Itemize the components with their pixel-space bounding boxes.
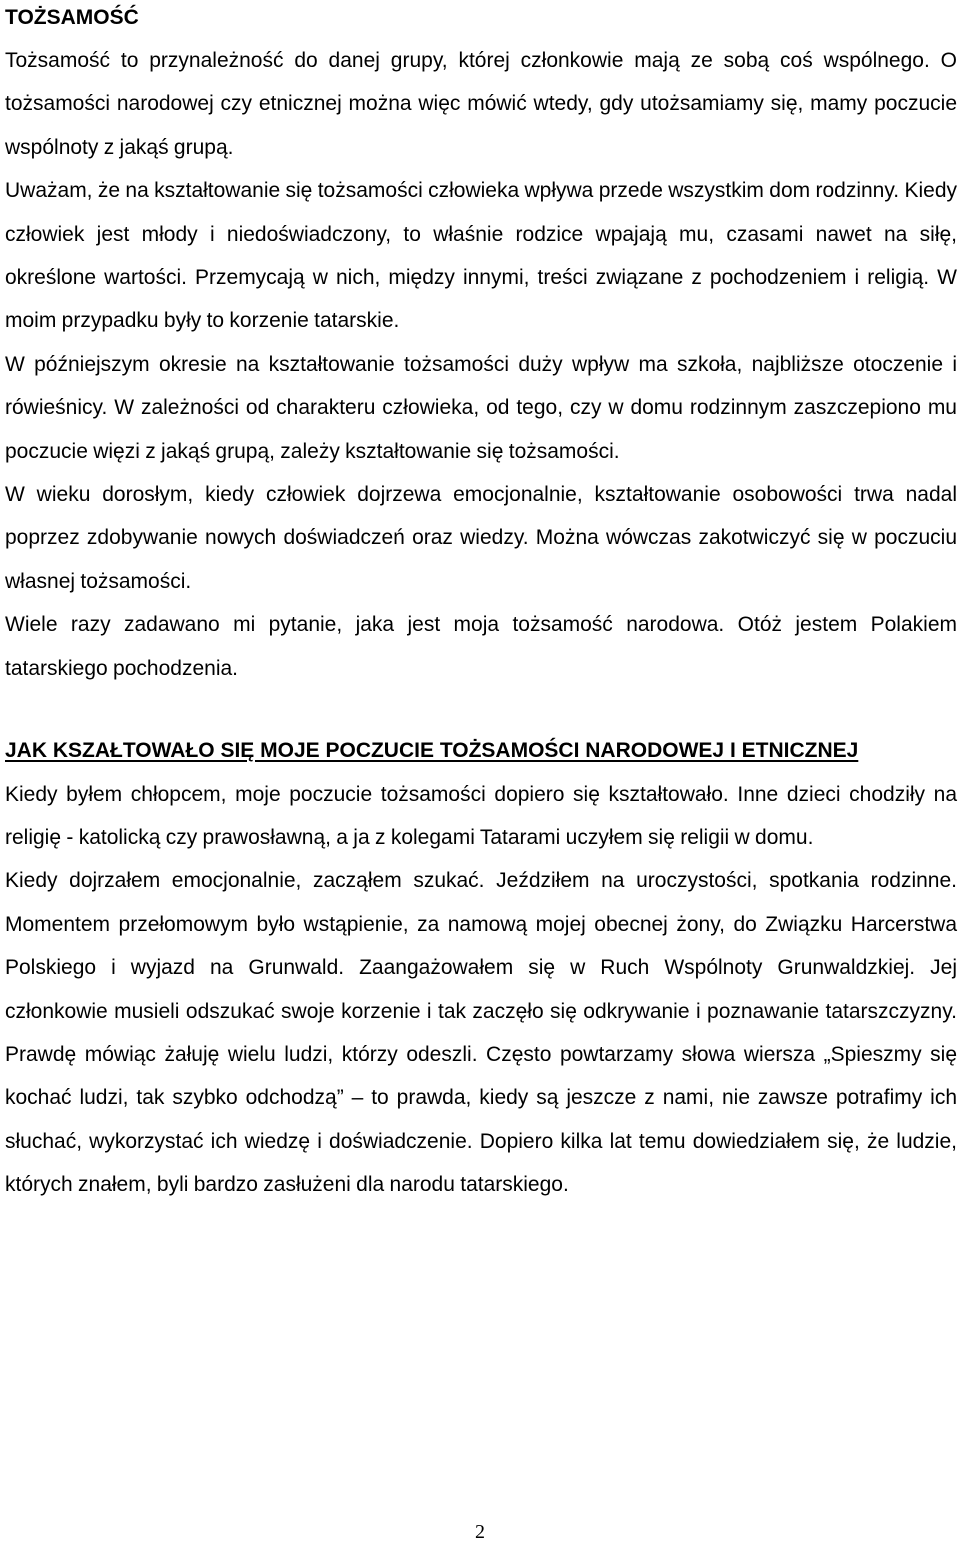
document-title: TOŻSAMOŚĆ <box>5 6 139 29</box>
section-heading: JAK KSZAŁTOWAŁO SIĘ MOJE POCZUCIE TOŻSAMOŚCI NARODOWEJ I ETNICZNEJ <box>5 739 859 763</box>
paragraph-identity-definition: Tożsamość to przynależność do danej grupy, której członkowie mają ze sobą coś wspólnego. O tożsamości narodowej czy etnicznej można więc mówić wtedy, gdy utożsamiamy się, mamy poczucie wspólnoty z jakąś grupą. <box>5 49 957 159</box>
document-page <box>5 0 957 1207</box>
paragraph-national-identity: Wiele razy zadawano mi pytanie, jaka jest moja tożsamość narodowa. Otóż jestem Polakiem tatarskiego pochodzenia. <box>5 613 957 680</box>
paragraph-family-home: Uważam, że na kształtowanie się tożsamości człowieka wpływa przede wszystkim dom rodzinny. Kiedy człowiek jest młody i niedoświadczony, to właśnie rodzice wpajają mu, czasami nawet na siłę, określone wartości. Przemycają w nich, między innymi, treści związane z pochodzeniem i religią. W moim przypadku były to korzenie tatarskie. <box>5 179 957 333</box>
page-number: 2 <box>475 1521 485 1543</box>
paragraph-maturity: Kiedy dojrzałem emocjonalnie, zacząłem szukać. Jeździłem na uroczystości, spotkania rodzinne. Momentem przełomowym było wstąpienie, za namową mojej obecnej żony, do Związku Harcerstwa Polskiego i wyjazd na Grunwald. Zaangażowałem się w Ruch Wspólnoty Grunwaldzkiej. Jej członkowie musieli odszukać swoje korzenie i tak zaczęło się odkrywanie i poznawanie tatarszczyzny. Prawdę mówiąc żałuję wielu ludzi, którzy odeszli. Często powtarzamy słowa wiersza „Spieszmy się kochać ludzi, tak szybko odchodzą” – to prawda, kiedy są jeszcze z nami, nie zawsze potrafimy ich słuchać, wykorzystać ich wiedzę i doświadczenie. Dopiero kilka lat temu dowiedziałem się, że ludzie, których znałem, byli bardzo zasłużeni dla narodu tatarskiego. <box>5 869 957 1197</box>
paragraph-adulthood: W wieku dorosłym, kiedy człowiek dojrzewa emocjonalnie, kształtowanie osobowości trwa nadal poprzez zdobywanie nowych doświadczeń oraz wiedzy. Można wówczas zakotwiczyć się w poczuciu własnej tożsamości. <box>5 483 957 593</box>
paragraph-childhood: Kiedy byłem chłopcem, moje poczucie tożsamości dopiero się kształtowało. Inne dzieci chodziły na religię - katolicką czy prawosławną, a ja z kolegami Tatarami uczyłem się religii w domu. <box>5 782 957 849</box>
paragraph-school-peers: W późniejszym okresie na kształtowanie tożsamości duży wpływ ma szkoła, najbliższe otoczenie i rówieśnicy. W zależności od charakteru człowieka, od tego, czy w domu rodzinnym zaszczepiono mu poczucie więzi z jakąś grupą, zależy kształtowanie się tożsamości. <box>5 352 957 463</box>
